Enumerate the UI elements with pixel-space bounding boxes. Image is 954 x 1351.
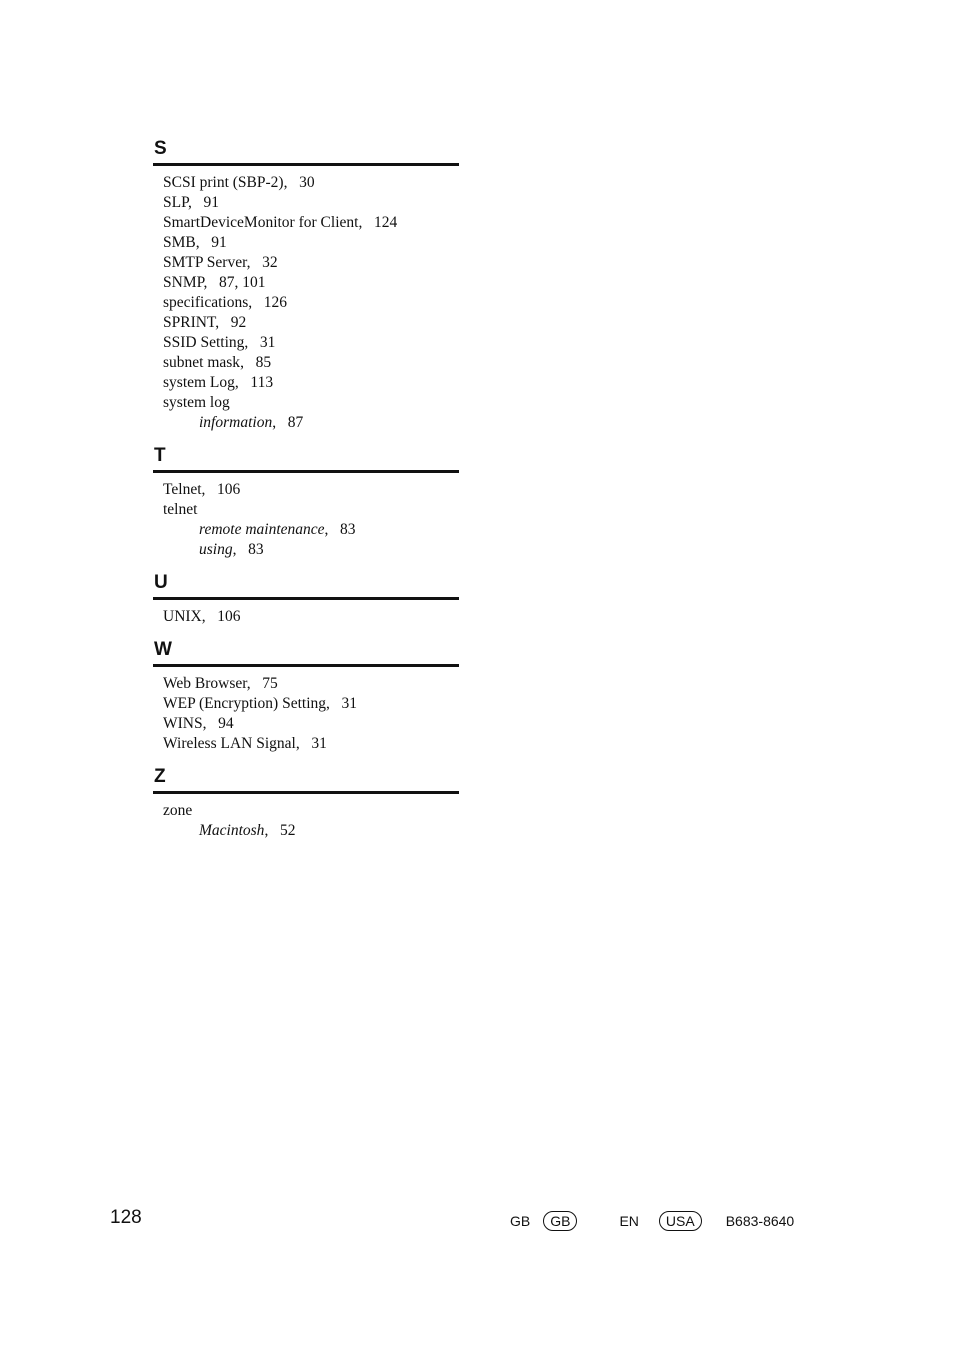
- section-letter: W: [154, 639, 172, 660]
- index-entry: [163, 273, 459, 293]
- index-subentry: [163, 821, 459, 841]
- entry-separator: ,: [246, 675, 263, 692]
- entry-list: [153, 480, 459, 560]
- entry-pages: 92: [230, 314, 247, 331]
- index-entry: [163, 734, 459, 754]
- entry-pages: 91: [211, 234, 227, 251]
- entry-pages: 126: [263, 294, 287, 311]
- index-entry: [163, 193, 459, 213]
- index-section-u: [153, 571, 459, 627]
- entry-term: SmartDeviceMonitor for Client: [163, 214, 359, 231]
- entry-separator: ,: [326, 695, 342, 712]
- entry-separator: ,: [234, 374, 251, 391]
- entry-separator: ,: [244, 334, 260, 351]
- entry-term: SPRINT: [163, 314, 216, 331]
- index-entry: [163, 353, 459, 373]
- entry-term: system Log: [163, 374, 235, 391]
- entry-list: [153, 607, 459, 627]
- entry-term: SSID Setting: [163, 334, 245, 351]
- entry-separator: ,: [358, 214, 374, 231]
- entry-term: telnet: [163, 501, 198, 518]
- index-list: [153, 137, 459, 841]
- entry-term: SMB: [163, 234, 196, 251]
- entry-term: Macintosh: [199, 822, 265, 839]
- section-letter: T: [154, 445, 166, 466]
- entry-list: [153, 674, 459, 754]
- entry-term: specifications: [163, 294, 249, 311]
- entry-term: using: [199, 541, 233, 558]
- entry-term: subnet mask: [163, 354, 241, 371]
- index-entry: [163, 500, 459, 520]
- entry-separator: ,: [272, 414, 288, 431]
- entry-term: Wireless LAN Signal: [163, 735, 296, 752]
- index-entry: [163, 607, 459, 627]
- entry-pages: 94: [218, 715, 234, 732]
- entry-separator: ,: [201, 481, 218, 498]
- entry-separator: ,: [264, 822, 280, 839]
- index-entry: [163, 313, 459, 333]
- entry-pages: 106: [217, 608, 241, 625]
- entry-pages: 124: [373, 214, 398, 231]
- entry-pages: 91: [203, 194, 219, 211]
- section-rule: [153, 664, 459, 667]
- entry-pages: 75: [262, 675, 278, 692]
- language-code-en: EN: [619, 1213, 639, 1229]
- index-section-s: [153, 137, 459, 433]
- entry-term: remote maintenance: [199, 521, 325, 538]
- entry-term: SLP: [163, 194, 188, 211]
- entry-separator: ,: [202, 715, 219, 732]
- entry-pages: 31: [259, 334, 276, 351]
- index-entry: [163, 801, 459, 821]
- entry-separator: ,: [248, 294, 264, 311]
- entry-pages: 106: [217, 481, 241, 498]
- entry-separator: ,: [195, 234, 212, 251]
- page-number: 128: [110, 1207, 142, 1228]
- entry-pages: 113: [250, 374, 274, 391]
- entry-term: SMTP Server: [163, 254, 247, 271]
- index-entry: [163, 333, 459, 353]
- index-entry: [163, 393, 459, 413]
- entry-pages: 30: [299, 174, 315, 191]
- entry-pages: 31: [341, 695, 358, 712]
- entry-list: [153, 801, 459, 841]
- entry-term: WINS: [163, 715, 203, 732]
- entry-term: Web Browser: [163, 675, 247, 692]
- index-entry: [163, 233, 459, 253]
- entry-pages: 83: [248, 541, 264, 558]
- section-rule: [153, 597, 459, 600]
- entry-separator: ,: [240, 354, 256, 371]
- section-rule: [153, 791, 459, 794]
- entry-separator: ,: [188, 194, 204, 211]
- entry-term: zone: [163, 802, 193, 819]
- language-code-gb: GB: [510, 1213, 531, 1229]
- entry-separator: ,: [324, 521, 341, 538]
- entry-term: WEP (Encryption) Setting: [163, 695, 327, 712]
- index-entry: [163, 173, 459, 193]
- index-entry: [163, 674, 459, 694]
- section-letter: U: [154, 572, 168, 593]
- index-subentry: [163, 413, 459, 433]
- entry-term: system log: [163, 394, 230, 411]
- document-code: B683-8640: [725, 1213, 795, 1229]
- index-entry: [163, 373, 459, 393]
- index-entry: [163, 714, 459, 734]
- footer-codes: [510, 1210, 794, 1232]
- entry-term: SNMP: [163, 274, 204, 291]
- entry-separator: ,: [246, 254, 263, 271]
- entry-pages: 87: [287, 414, 304, 431]
- index-subentry: [163, 520, 459, 540]
- index-entry: [163, 293, 459, 313]
- entry-pages: 83: [340, 521, 356, 538]
- index-subentry: [163, 540, 459, 560]
- entry-term: SCSI print (SBP-2): [163, 174, 284, 191]
- region-code-usa-oval: USA: [659, 1211, 702, 1231]
- entry-separator: ,: [295, 735, 312, 752]
- index-entry: [163, 253, 459, 273]
- entry-separator: ,: [283, 174, 300, 191]
- entry-separator: ,: [201, 608, 218, 625]
- entry-term: Telnet: [163, 481, 202, 498]
- entry-pages: 87, 101: [219, 274, 266, 291]
- entry-separator: ,: [232, 541, 249, 558]
- entry-pages: 31: [311, 735, 327, 752]
- index-entry: [163, 694, 459, 714]
- entry-pages: 52: [279, 822, 296, 839]
- section-rule: [153, 470, 459, 473]
- index-section-w: [153, 638, 459, 754]
- entry-pages: 85: [255, 354, 272, 371]
- index-section-t: [153, 444, 459, 560]
- entry-term: information: [199, 414, 273, 431]
- section-letter: Z: [154, 766, 166, 787]
- section-rule: [153, 163, 459, 166]
- index-entry: [163, 480, 459, 500]
- section-letter: S: [154, 138, 167, 159]
- entry-pages: 32: [262, 254, 278, 271]
- entry-separator: ,: [215, 314, 231, 331]
- entry-list: [153, 173, 459, 433]
- entry-separator: ,: [203, 274, 219, 291]
- region-code-gb-oval: GB: [543, 1211, 577, 1231]
- index-section-z: [153, 765, 459, 841]
- index-entry: [163, 213, 459, 233]
- entry-term: UNIX: [163, 608, 202, 625]
